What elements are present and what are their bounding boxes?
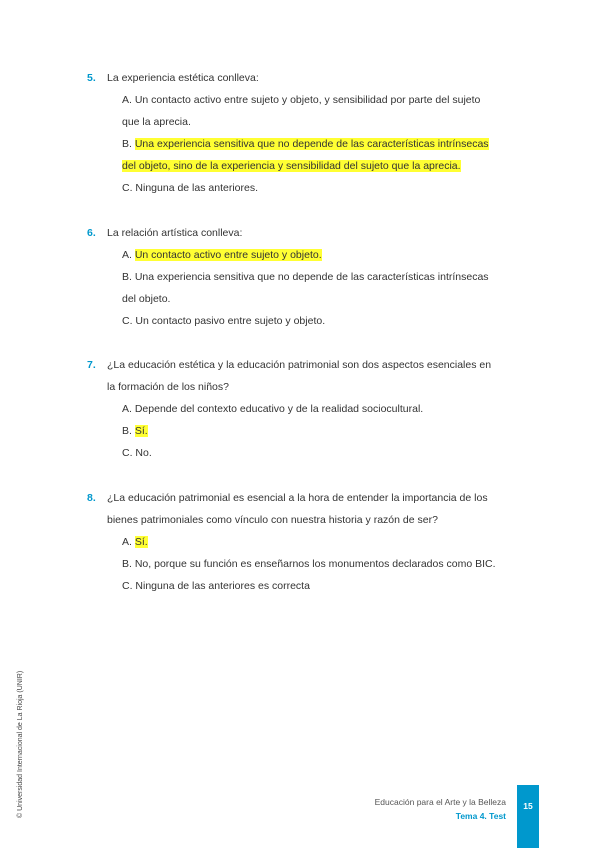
answer-option — [122, 420, 148, 442]
question-text: La relación artística conlleva: — [107, 227, 243, 239]
answer-option — [122, 111, 191, 133]
option-text: Ninguna de las anteriores es correcta — [135, 580, 310, 592]
footer-course-title: Educación para el Arte y la Belleza — [374, 797, 506, 807]
option-letter: B. — [122, 425, 132, 437]
option-letter: C. — [122, 447, 133, 459]
option-letter: A. — [122, 403, 132, 415]
answer-option — [122, 398, 423, 420]
answer-option — [122, 133, 489, 155]
highlighted-answer-text: Sí. — [134, 425, 148, 437]
option-letter: C. — [122, 580, 133, 592]
option-letter: B. — [122, 271, 132, 283]
option-letter: A. — [122, 94, 132, 106]
option-text: Una experiencia sensitiva que no depende de las características intrínsecas — [134, 271, 489, 283]
answer-option — [122, 89, 480, 111]
option-letter: B. — [122, 558, 132, 570]
answer-option — [122, 244, 322, 266]
option-text: No. — [135, 447, 152, 459]
answer-option — [122, 288, 170, 310]
option-letter: C. — [122, 182, 133, 194]
question-number: 8. — [87, 492, 96, 504]
option-text: del objeto. — [122, 293, 171, 305]
highlighted-answer-text: Una experiencia sensitiva que no depende de las características intrínsecas — [134, 138, 489, 150]
answer-option — [122, 553, 496, 575]
answer-option — [122, 575, 310, 597]
question-number: 7. — [87, 359, 96, 371]
answer-option — [122, 442, 152, 464]
question-text: ¿La educación patrimonial es esencial a la hora de entender la importancia de los — [107, 492, 488, 504]
answer-option — [122, 531, 148, 553]
highlighted-answer-text: del objeto, sino de la experiencia y sensibilidad del sujeto que la aprecia. — [122, 160, 461, 172]
option-letter: A. — [122, 249, 132, 261]
option-text: Un contacto pasivo entre sujeto y objeto. — [135, 315, 326, 327]
answer-option — [122, 155, 461, 177]
option-letter: C. — [122, 315, 133, 327]
question-text: la formación de los niños? — [107, 381, 229, 393]
option-text: No, porque su función es enseñarnos los monumentos declarados como BIC. — [134, 558, 496, 570]
question-number: 5. — [87, 72, 96, 84]
question-text: La experiencia estética conlleva: — [107, 72, 259, 84]
option-text: Ninguna de las anteriores. — [135, 182, 258, 194]
option-letter: B. — [122, 138, 132, 150]
option-letter: A. — [122, 536, 132, 548]
question-text: ¿La educación estética y la educación patrimonial son dos aspectos esenciales en — [107, 359, 492, 371]
page-number: 15 — [523, 801, 533, 811]
copyright-side-text: © Universidad Internacional de La Rioja (UNIR) — [17, 670, 24, 818]
highlighted-answer-text: Un contacto activo entre sujeto y objeto. — [134, 249, 322, 261]
answer-option — [122, 177, 258, 199]
option-text: Un contacto activo entre sujeto y objeto, y sensibilidad por parte del sujeto — [134, 94, 481, 106]
question-number: 6. — [87, 227, 96, 239]
footer-topic: Tema 4. Test — [455, 811, 506, 821]
option-text: que la aprecia. — [122, 116, 191, 128]
question-text: bienes patrimoniales como vínculo con nuestra historia y razón de ser? — [107, 514, 438, 526]
answer-option — [122, 266, 489, 288]
highlighted-answer-text: Sí. — [134, 536, 148, 548]
answer-option — [122, 310, 325, 332]
page-number-tab — [517, 785, 539, 848]
option-text: Depende del contexto educativo y de la realidad sociocultural. — [134, 403, 424, 415]
